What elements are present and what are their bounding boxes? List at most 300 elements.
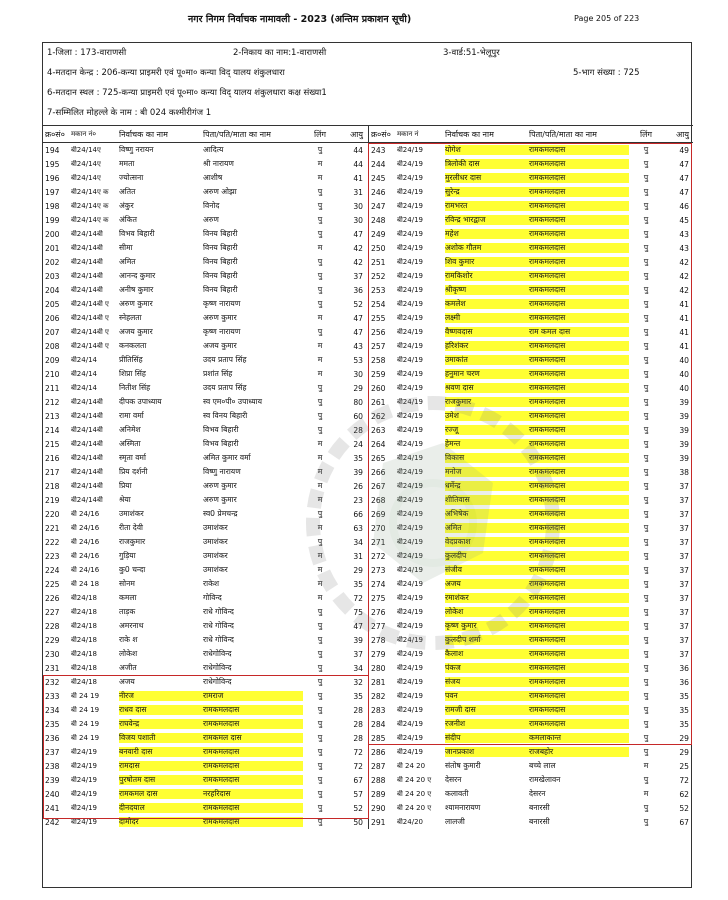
- house-cell: बी 24 19: [71, 705, 100, 714]
- table-row: [43, 535, 368, 549]
- table-row: [43, 171, 368, 185]
- age-cell: 45: [679, 215, 689, 225]
- gender-cell: पु: [317, 789, 323, 798]
- age-cell: 42: [679, 257, 689, 267]
- age-cell: 28: [353, 733, 363, 743]
- serial-cell: 199: [45, 215, 60, 225]
- house-cell: बी 24 19: [71, 733, 100, 742]
- age-cell: 46: [679, 201, 689, 211]
- col-gender: लिंग: [640, 129, 652, 139]
- relative-cell: रामकमलदास: [203, 761, 303, 771]
- section-label: 5-भाग संख्या : 725: [573, 68, 640, 78]
- house-cell: बी24/19: [397, 621, 423, 630]
- house-cell: बी24/19: [397, 201, 423, 210]
- house-cell: बी24/14बी: [71, 495, 103, 504]
- serial-cell: 206: [45, 313, 60, 323]
- relative-cell: अरुण कुमार: [203, 495, 237, 504]
- serial-cell: 270: [371, 523, 386, 533]
- house-cell: बी24/19: [397, 341, 423, 350]
- house-cell: बी 24/16: [71, 537, 100, 546]
- age-cell: 31: [353, 551, 363, 561]
- name-cell: अजय कुमार: [119, 327, 153, 336]
- serial-cell: 208: [45, 341, 60, 351]
- relative-cell: नरहरिदास: [203, 789, 303, 799]
- table-row: [43, 815, 368, 829]
- name-cell: अजीत: [119, 663, 137, 672]
- relative-cell: रामराज: [203, 691, 303, 701]
- age-cell: 66: [353, 509, 363, 519]
- serial-cell: 224: [45, 565, 60, 575]
- relative-cell: राधेगोविन्द: [203, 677, 232, 686]
- relative-cell: रामखेलावन: [529, 775, 561, 784]
- gender-cell: पु: [317, 383, 323, 392]
- name-cell: स्नेहलता: [119, 313, 142, 322]
- age-cell: 30: [353, 215, 363, 225]
- name-cell: कमलेश: [445, 299, 529, 309]
- gender-cell: पु: [317, 705, 323, 714]
- name-cell: सीमा: [119, 243, 133, 252]
- serial-cell: 239: [45, 775, 60, 785]
- name-cell: अनीष कुमार: [119, 285, 154, 294]
- table-row: [43, 213, 368, 227]
- age-cell: 37: [679, 551, 689, 561]
- house-cell: बी24/19: [397, 271, 423, 280]
- gender-cell: पु: [643, 369, 649, 378]
- house-cell: बी24/14बी ए: [71, 341, 109, 350]
- name-cell: पुरषोतम दास: [119, 775, 203, 785]
- table-row: [369, 815, 693, 829]
- serial-cell: 220: [45, 509, 60, 519]
- age-cell: 41: [679, 313, 689, 323]
- age-cell: 47: [353, 313, 363, 323]
- relative-cell: आदित्य: [203, 145, 224, 154]
- table-row: [43, 493, 368, 507]
- relative-cell: रामकमलदास: [529, 565, 629, 575]
- gender-cell: म: [317, 579, 323, 588]
- name-cell: रामा वर्मा: [119, 411, 144, 420]
- serial-cell: 229: [45, 635, 60, 645]
- relative-cell: कृष्ण नारायण: [203, 327, 241, 336]
- center-label: 4-मतदान केन्द्र : 206-कन्या प्राइमरी एवं पू०मा० कन्या विद् यालय शंकुलधारा: [47, 68, 285, 78]
- gender-cell: पु: [643, 313, 649, 322]
- age-cell: 39: [679, 453, 689, 463]
- name-cell: उमेश: [445, 411, 529, 421]
- gender-cell: पु: [317, 299, 323, 308]
- gender-cell: पु: [643, 397, 649, 406]
- table-row: [369, 339, 693, 353]
- table-row: [43, 381, 368, 395]
- table-row: [369, 633, 693, 647]
- serial-cell: 269: [371, 509, 386, 519]
- relative-cell: विनय बिहारी: [203, 257, 238, 266]
- relative-cell: रामकमलदास: [203, 747, 303, 757]
- serial-cell: 235: [45, 719, 60, 729]
- gender-cell: पु: [643, 593, 649, 602]
- age-cell: 30: [353, 201, 363, 211]
- age-cell: 37: [679, 509, 689, 519]
- name-cell: मुरलीधर दास: [445, 173, 529, 183]
- serial-cell: 225: [45, 579, 60, 589]
- name-cell: राजकुमार: [119, 537, 146, 546]
- gender-cell: म: [317, 467, 323, 476]
- gender-cell: पु: [643, 411, 649, 420]
- gender-cell: म: [317, 243, 323, 252]
- relative-cell: रामकमलदास: [529, 593, 629, 603]
- table-row: [369, 283, 693, 297]
- serial-cell: 278: [371, 635, 386, 645]
- table-row: [369, 367, 693, 381]
- age-cell: 72: [353, 747, 363, 757]
- serial-cell: 217: [45, 467, 60, 477]
- table-row: [43, 703, 368, 717]
- house-cell: बी24/19: [397, 439, 423, 448]
- age-cell: 24: [353, 439, 363, 449]
- age-cell: 40: [679, 369, 689, 379]
- relative-cell: विभव बिहारी: [203, 425, 239, 434]
- relative-cell: विनय बिहारी: [203, 285, 238, 294]
- name-cell: सोनम: [119, 579, 135, 588]
- table-row: [43, 311, 368, 325]
- age-cell: 80: [353, 397, 363, 407]
- name-cell: कुलदीप: [445, 551, 529, 561]
- house-cell: बी24/14ए क: [71, 187, 109, 196]
- name-cell: अस्मिता: [119, 439, 141, 448]
- name-cell: संजय: [445, 677, 529, 687]
- table-row: [43, 619, 368, 633]
- age-cell: 36: [679, 677, 689, 687]
- house-cell: बी 24 19: [71, 691, 100, 700]
- table-row: [43, 451, 368, 465]
- table-row: [369, 423, 693, 437]
- name-cell: वैष्णवदास: [445, 327, 529, 337]
- age-cell: 30: [353, 369, 363, 379]
- house-cell: बी24/14ए क: [71, 215, 109, 224]
- serial-cell: 204: [45, 285, 60, 295]
- name-cell: अनिमेश: [119, 425, 141, 434]
- age-cell: 63: [353, 523, 363, 533]
- name-cell: राधव दास: [119, 705, 203, 715]
- relative-cell: रामकमलदास: [529, 187, 629, 197]
- table-row: [43, 745, 368, 759]
- gender-cell: म: [317, 159, 323, 168]
- serial-cell: 240: [45, 789, 60, 799]
- serial-cell: 282: [371, 691, 386, 701]
- gender-cell: पु: [317, 201, 323, 210]
- table-row: [369, 549, 693, 563]
- gender-cell: पु: [317, 747, 323, 756]
- gender-cell: पु: [643, 285, 649, 294]
- relative-cell: रामकमलदास: [529, 341, 629, 351]
- table-row: [43, 269, 368, 283]
- serial-cell: 247: [371, 201, 386, 211]
- relative-cell: स्व एम०पी० उपाध्याय: [203, 397, 262, 406]
- name-cell: ताड़क: [119, 607, 136, 616]
- left-table-header: [43, 125, 368, 143]
- age-cell: 39: [679, 411, 689, 421]
- age-cell: 42: [679, 271, 689, 281]
- col-name: निर्वाचक का नाम: [119, 129, 168, 139]
- house-cell: बी24/19: [71, 803, 97, 812]
- house-cell: बी24/19: [397, 313, 423, 322]
- gender-cell: म: [317, 439, 323, 448]
- serial-cell: 255: [371, 313, 386, 323]
- relative-cell: रामकमलदास: [529, 173, 629, 183]
- house-cell: बी24/19: [397, 243, 423, 252]
- serial-cell: 222: [45, 537, 60, 547]
- house-cell: बी24/14बी: [71, 229, 103, 238]
- age-cell: 41: [679, 299, 689, 309]
- gender-cell: पु: [317, 285, 323, 294]
- gender-cell: पु: [643, 327, 649, 336]
- name-cell: शिव कुमार: [445, 257, 529, 267]
- serial-cell: 246: [371, 187, 386, 197]
- relative-cell: स्व0 प्रेमचन्द्र: [203, 509, 238, 518]
- name-cell: रज्जू: [445, 425, 529, 435]
- serial-cell: 256: [371, 327, 386, 337]
- serial-cell: 281: [371, 677, 386, 687]
- age-cell: 29: [353, 565, 363, 575]
- relative-cell: उदय प्रताप सिंह: [203, 383, 247, 392]
- gender-cell: पु: [643, 747, 649, 756]
- house-cell: बी24/19: [397, 285, 423, 294]
- house-cell: बी24/19: [397, 355, 423, 364]
- serial-cell: 254: [371, 299, 386, 309]
- name-cell: नीरज: [119, 691, 203, 701]
- age-cell: 43: [679, 229, 689, 239]
- house-cell: बी24/14ए: [71, 173, 101, 182]
- gender-cell: म: [317, 593, 323, 602]
- serial-cell: 289: [371, 789, 386, 799]
- relative-cell: रामकमलदास: [529, 481, 629, 491]
- gender-cell: पु: [317, 215, 323, 224]
- age-cell: 36: [353, 285, 363, 295]
- serial-cell: 198: [45, 201, 60, 211]
- relative-cell: रामकमलदास: [203, 817, 303, 827]
- gender-cell: पु: [317, 607, 323, 616]
- name-cell: कैलाश: [445, 649, 529, 659]
- table-row: [369, 199, 693, 213]
- table-row: [369, 773, 693, 787]
- name-cell: रजनीश: [445, 719, 529, 729]
- name-cell: विष्णु नरायन: [119, 145, 154, 154]
- house-cell: बी24/19: [397, 649, 423, 658]
- age-cell: 25: [679, 761, 689, 771]
- gender-cell: पु: [643, 201, 649, 210]
- name-cell: अजय: [119, 677, 135, 686]
- age-cell: 37: [679, 481, 689, 491]
- gender-cell: पु: [317, 229, 323, 238]
- serial-cell: 231: [45, 663, 60, 673]
- gender-cell: पु: [643, 467, 649, 476]
- relative-cell: रामकमलदास: [529, 467, 629, 477]
- serial-cell: 197: [45, 187, 60, 197]
- serial-cell: 241: [45, 803, 60, 813]
- house-cell: बी24/18: [71, 663, 97, 672]
- table-row: [43, 773, 368, 787]
- serial-cell: 287: [371, 761, 386, 771]
- gender-cell: पु: [643, 817, 649, 826]
- gender-cell: पु: [643, 649, 649, 658]
- col-serial: क्र०सं०: [371, 129, 391, 139]
- table-row: [43, 563, 368, 577]
- house-cell: बी 24/16: [71, 509, 100, 518]
- name-cell: ममता: [119, 159, 135, 168]
- house-cell: बी24/14बी ए: [71, 313, 109, 322]
- serial-cell: 251: [371, 257, 386, 267]
- relative-cell: विभव बिहारी: [203, 439, 239, 448]
- name-cell: प्रीतिसिंह: [119, 355, 143, 364]
- table-row: [43, 367, 368, 381]
- serial-cell: 237: [45, 747, 60, 757]
- relative-cell: रामकमलदास: [529, 509, 629, 519]
- name-cell: शीतिवास: [445, 495, 529, 505]
- age-cell: 42: [679, 285, 689, 295]
- relative-cell: अजय कुमार: [203, 341, 237, 350]
- col-relative: पिता/पति/माता का नाम: [203, 129, 271, 139]
- gender-cell: पु: [643, 439, 649, 448]
- relative-cell: रामकमलदास: [529, 635, 629, 645]
- gender-cell: म: [643, 789, 649, 798]
- gender-cell: पु: [317, 719, 323, 728]
- body-label: 2-निकाय का नाम:1-वाराणसी: [233, 48, 327, 58]
- age-cell: 35: [353, 453, 363, 463]
- name-cell: देसरन: [445, 775, 462, 784]
- name-cell: आनन्द कुमार: [119, 271, 156, 280]
- relative-cell: रामकमलदास: [529, 663, 629, 673]
- relative-cell: रामकमलदास: [529, 299, 629, 309]
- relative-cell: उमाशंकर: [203, 551, 228, 560]
- gender-cell: पु: [643, 733, 649, 742]
- relative-cell: अमित कुमार वर्मा: [203, 453, 251, 462]
- right-table-body: [369, 143, 693, 829]
- gender-cell: म: [317, 453, 323, 462]
- gender-cell: पु: [317, 775, 323, 784]
- serial-cell: 279: [371, 649, 386, 659]
- relative-cell: उमाशंकर: [203, 537, 228, 546]
- age-cell: 35: [679, 719, 689, 729]
- age-cell: 40: [679, 383, 689, 393]
- house-cell: बी24/19: [397, 383, 423, 392]
- name-cell: श्रवण दास: [445, 383, 529, 393]
- name-cell: अभिषेक: [445, 509, 529, 519]
- relative-cell: रामकमलदास: [529, 313, 629, 323]
- relative-cell: कृष्ण नारायण: [203, 299, 241, 308]
- table-row: [369, 255, 693, 269]
- house-cell: बी24/19: [397, 229, 423, 238]
- house-cell: बी24/19: [397, 733, 423, 742]
- serial-cell: 238: [45, 761, 60, 771]
- name-cell: श्रीकृष्ण: [445, 285, 529, 295]
- serial-cell: 205: [45, 299, 60, 309]
- name-cell: धर्मेन्द्र: [445, 481, 529, 491]
- house-cell: बी24/14बी: [71, 467, 103, 476]
- col-relative: पिता/पति/माता का नाम: [529, 129, 597, 139]
- age-cell: 34: [353, 537, 363, 547]
- house-cell: बी24/19: [397, 635, 423, 644]
- gender-cell: पु: [643, 383, 649, 392]
- table-row: [43, 199, 368, 213]
- gender-cell: पु: [317, 145, 323, 154]
- gender-cell: पु: [317, 761, 323, 770]
- table-row: [369, 787, 693, 801]
- serial-cell: 273: [371, 565, 386, 575]
- gender-cell: पु: [643, 621, 649, 630]
- table-row: [43, 241, 368, 255]
- table-row: [43, 689, 368, 703]
- table-row: [43, 143, 368, 157]
- house-cell: बी24/19: [397, 411, 423, 420]
- serial-cell: 219: [45, 495, 60, 505]
- gender-cell: पु: [643, 677, 649, 686]
- name-cell: कुलदीप शर्मा: [445, 635, 529, 645]
- gender-cell: म: [317, 355, 323, 364]
- gender-cell: पु: [317, 257, 323, 266]
- relative-cell: रामकमलदास: [529, 677, 629, 687]
- gender-cell: पु: [317, 537, 323, 546]
- serial-cell: 266: [371, 467, 386, 477]
- name-cell: राघवेन्द्र: [119, 719, 203, 729]
- age-cell: 52: [679, 803, 689, 813]
- name-cell: अरुण कुमार: [119, 299, 153, 308]
- house-cell: बी 24/16: [71, 551, 100, 560]
- house-cell: बी24/14बी: [71, 243, 103, 252]
- gender-cell: पु: [317, 817, 323, 826]
- name-cell: रविन्द्र भारद्वाज: [445, 215, 529, 225]
- relative-cell: उमाशंकर: [203, 523, 228, 532]
- relative-cell: रामकमल दास: [203, 733, 303, 743]
- serial-cell: 277: [371, 621, 386, 631]
- relative-cell: रामकमलदास: [529, 369, 629, 379]
- table-row: [43, 661, 368, 675]
- house-cell: बी24/19: [397, 719, 423, 728]
- age-cell: 47: [353, 229, 363, 239]
- relative-cell: राधेगोविन्द: [203, 663, 232, 672]
- table-row: [369, 409, 693, 423]
- name-cell: कृष्ण कुमार: [445, 621, 529, 631]
- house-cell: बी24/19: [397, 537, 423, 546]
- serial-cell: 271: [371, 537, 386, 547]
- age-cell: 37: [679, 635, 689, 645]
- house-cell: बी 24 20 ए: [397, 775, 432, 784]
- relative-cell: रामकमलदास: [203, 705, 303, 715]
- table-row: [369, 479, 693, 493]
- house-cell: बी24/19: [71, 747, 97, 756]
- relative-cell: उमाशंकर: [203, 565, 228, 574]
- house-cell: बी24/19: [397, 551, 423, 560]
- name-cell: गुड़िया: [119, 551, 136, 560]
- left-table-body: [43, 143, 368, 829]
- serial-cell: 283: [371, 705, 386, 715]
- name-cell: उमाशंकर: [119, 509, 144, 518]
- age-cell: 72: [353, 593, 363, 603]
- serial-cell: 216: [45, 453, 60, 463]
- table-row: [369, 325, 693, 339]
- name-cell: प्रिया: [119, 481, 132, 490]
- age-cell: 37: [679, 495, 689, 505]
- table-row: [43, 759, 368, 773]
- gender-cell: पु: [317, 635, 323, 644]
- age-cell: 43: [353, 341, 363, 351]
- name-cell: ज्योत्सना: [119, 173, 144, 182]
- house-cell: बी24/19: [397, 173, 423, 182]
- serial-cell: 249: [371, 229, 386, 239]
- relative-cell: विनोद: [203, 201, 220, 210]
- table-row: [369, 703, 693, 717]
- table-row: [43, 157, 368, 171]
- gender-cell: पु: [643, 635, 649, 644]
- table-row: [43, 521, 368, 535]
- name-cell: संदीप: [445, 733, 529, 743]
